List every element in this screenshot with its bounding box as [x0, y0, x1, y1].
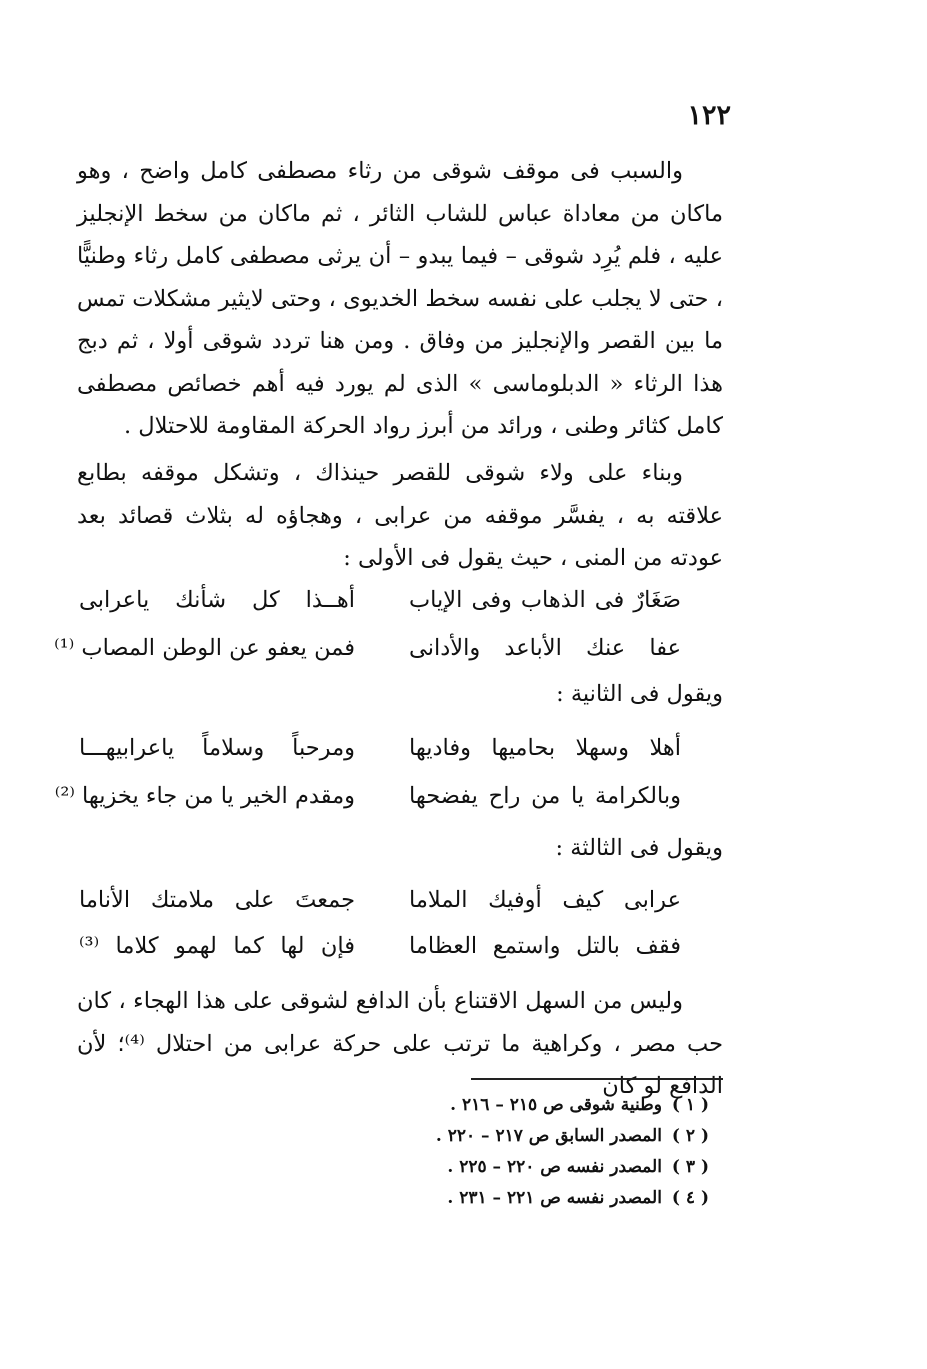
- poem-1-verse-2: [54, 628, 681, 668]
- poem-3-verse-1: [81, 880, 681, 920]
- hemistich-second: أهــذا كل شأنك ياعرابى: [79, 587, 355, 613]
- footnote-number: ( ١ ): [671, 1095, 709, 1115]
- footnotes: [436, 1090, 709, 1214]
- footnote-4: [436, 1183, 709, 1214]
- poem-2-verse-2: [54, 776, 681, 816]
- footnote-1: [436, 1090, 709, 1121]
- footnote-text: وطنية شوقى ص ٢١٥ – ٢١٦ .: [450, 1095, 662, 1115]
- hemistich-second: جمعتَ على ملامتك الأناما: [79, 887, 355, 913]
- hemistich-first: صَغَارٌ فى الذهاب وفى الإياب: [409, 587, 681, 613]
- hemistich-first: عرابى كيف أوفيك الملاما: [409, 887, 681, 913]
- body-paragraph-2: وبناء على ولاء شوقى للقصر حينذاك ، وتشكل موقفه بطابع علاقته به ، يفسَّر موقفه من عرابى ، وهجاؤه له بثلاث قصائد بعد عودته من المنى ، حيث يقول فى الأولى :: [77, 460, 723, 571]
- footnote-number: ( ٤ ): [671, 1188, 709, 1208]
- footnote-2: [436, 1121, 709, 1152]
- footnote-text: المصدر نفسه ص ٢٢٠ – ٢٢٥ .: [447, 1157, 662, 1177]
- footnote-3: [436, 1152, 709, 1183]
- hemistich-second: فإن لها كما لهمو كلاما ⁽³⁾: [79, 933, 355, 959]
- body-paragraph-1: والسبب فى موقف شوقى من رثاء مصطفى كامل واضح ، وهو ماكان من معاداة عباس للشاب الثائر ، ثم ماكان من سخط الإنجليز عليه ، فلم يُرِد شوقى – فيما يبدو – أن يرثى مصطفى كامل رثاء وطنيًّا ، حتى لا يجلب على نفسه سخط الخديوى ، وحتى لايثير مشكلات تمس ما بين القصر والإنجليز من وفاق . ومن هنا تردد شوقى أولا ، ثم دبج هذا الرثاء « الدبلوماسى » الذى لم يورد فيه أهم خصائص مصطفى كامل كثائر وطنى ، ورائد من أبرز رواد الحركة المقاومة للاحتلال .: [77, 158, 723, 439]
- poem-3-verse-2: [81, 926, 681, 966]
- hemistich-second: ومقدم الخير يا من جاء يخزيها ⁽²⁾: [54, 783, 355, 809]
- hemistich-first: وبالكرامة يا من راح يفضحها: [409, 783, 681, 809]
- poem-2-verse-1: [81, 728, 681, 768]
- footnote-text: المصدر السابق ص ٢١٧ – ٢٢٠ .: [435, 1126, 662, 1146]
- footnote-number: ( ٢ ): [671, 1126, 709, 1146]
- footnote-divider: [471, 1078, 723, 1080]
- footnote-number: ( ٣ ): [671, 1157, 709, 1177]
- footnote-text: المصدر نفسه ص ٢٢١ – ٢٣١ .: [447, 1188, 662, 1208]
- poem-1-verse-1: [81, 580, 681, 620]
- hemistich-first: فقف بالتل واستمع العظاما: [409, 933, 681, 959]
- poem-3-intro: ويقول فى الثالثة :: [555, 835, 723, 861]
- hemistich-first: عفا عنك الأباعد والأدانى: [409, 635, 681, 661]
- page-number: ١٢٢: [687, 100, 731, 131]
- hemistich-first: أهلا وسهلا بحاميها وفاديها: [409, 735, 681, 761]
- hemistich-second: ومرحباً وسلاماً ياعرابيهـــا: [79, 735, 355, 761]
- poem-2-intro: ويقول فى الثانية :: [556, 681, 723, 707]
- body-paragraph-3: وليس من السهل الاقتناع بأن الدافع لشوقى على هذا الهجاء ، كان حب مصر ، وكراهية ما ترتب على حركة عرابى من احتلال ⁽⁴⁾؛ لأن الدافع لو كان: [77, 988, 724, 1099]
- hemistich-second: فمن يعفو عن الوطن المصاب ⁽¹⁾: [54, 635, 355, 661]
